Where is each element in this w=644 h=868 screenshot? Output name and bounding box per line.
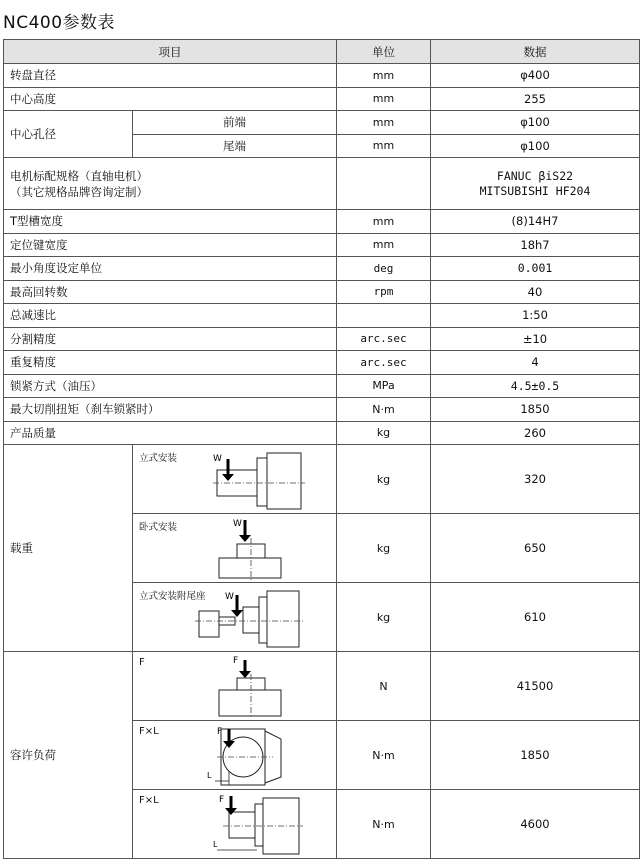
row-value: 1850 — [431, 721, 640, 790]
moment-diagram-2 — [133, 790, 337, 858]
row-label: 产品质量 — [4, 421, 337, 445]
tailstock-mount-diagram — [133, 583, 337, 651]
row-label: 转盘直径 — [4, 64, 337, 88]
row-sublabel: 前端 — [133, 111, 337, 135]
row-label: 中心高度 — [4, 87, 337, 111]
allowable-diagram-moment-1 — [133, 721, 336, 789]
row-value: 0.001 — [431, 257, 640, 281]
row-value: 4600 — [431, 790, 640, 859]
load-group-label: 载重 — [4, 445, 133, 652]
page-title: NC400参数表 — [3, 13, 116, 33]
row-value: 260 — [431, 421, 640, 445]
row-unit: mm — [337, 210, 431, 234]
table-row — [4, 374, 640, 398]
table-row — [4, 233, 640, 257]
weight-marker: W — [213, 454, 222, 464]
row-value: 255 — [431, 87, 640, 111]
load-diagram-tailstock — [133, 583, 336, 651]
row-value: 320 — [431, 445, 640, 514]
motor-value-line2: MITSUBISHI HF204 — [479, 183, 591, 198]
row-sublabel: 尾端 — [133, 134, 337, 158]
allowable-diagram-moment-2 — [133, 790, 336, 858]
table-row — [4, 158, 640, 210]
header-item: 项目 — [4, 40, 337, 64]
diagram-label: F×L — [139, 726, 159, 737]
moment-diagram-1 — [133, 721, 337, 789]
load-diagram-horizontal — [133, 514, 336, 582]
row-unit: rpm — [337, 280, 431, 304]
row-value: (8)14H7 — [431, 210, 640, 234]
row-value: φ100 — [431, 111, 640, 135]
row-unit: deg — [337, 257, 431, 281]
header-value: 数据 — [431, 40, 640, 64]
row-unit: mm — [337, 64, 431, 88]
allowable-diagram-cell — [133, 790, 337, 859]
row-unit — [337, 158, 431, 210]
load-diagram-cell — [133, 514, 337, 583]
table-row — [4, 327, 640, 351]
row-value: 650 — [431, 514, 640, 583]
header-unit: 单位 — [337, 40, 431, 64]
row-value: 1850 — [431, 398, 640, 422]
allowable-diagram-cell — [133, 721, 337, 790]
row-value: 4 — [431, 351, 640, 375]
row-unit: mm — [337, 87, 431, 111]
row-value: 18h7 — [431, 233, 640, 257]
row-label: 总减速比 — [4, 304, 337, 328]
load-diagram-vertical — [133, 445, 336, 513]
row-unit: N·m — [337, 398, 431, 422]
table-row — [4, 421, 640, 445]
diagram-label: 立式安装附尾座 — [139, 591, 206, 602]
force-marker: F — [233, 656, 239, 666]
row-unit: kg — [337, 421, 431, 445]
diagram-label: 卧式安装 — [139, 522, 178, 533]
row-label — [4, 158, 337, 210]
load-row-vertical — [4, 445, 640, 514]
motor-value-line1: FANUC βiS22 — [496, 168, 574, 183]
row-value: 1:50 — [431, 304, 640, 328]
row-value: φ100 — [431, 134, 640, 158]
row-label: T型槽宽度 — [4, 210, 337, 234]
row-label: 锁紧方式（油压） — [4, 374, 337, 398]
weight-marker: W — [233, 519, 242, 529]
vertical-mount-diagram — [133, 445, 337, 513]
table-row — [4, 351, 640, 375]
table-row — [4, 111, 640, 135]
force-marker: F — [217, 727, 223, 737]
load-diagram-cell — [133, 445, 337, 514]
table-row — [4, 304, 640, 328]
row-unit: mm — [337, 111, 431, 135]
table-row — [4, 87, 640, 111]
length-marker: L — [213, 840, 218, 849]
horizontal-mount-diagram — [133, 514, 337, 582]
row-label: 最大切削扭矩（刹车锁紧时） — [4, 398, 337, 422]
table-row — [4, 64, 640, 88]
row-label: 最小角度设定单位 — [4, 257, 337, 281]
table-row — [4, 398, 640, 422]
row-value: 610 — [431, 583, 640, 652]
row-value: 41500 — [431, 652, 640, 721]
table-row — [4, 257, 640, 281]
row-label: 定位键宽度 — [4, 233, 337, 257]
motor-label-line1: 电机标配规格（直轴电机） — [10, 168, 148, 183]
force-marker: F — [219, 795, 225, 805]
row-unit: arc.sec — [337, 327, 431, 351]
diagram-label: 立式安装 — [139, 453, 178, 464]
table-row — [4, 210, 640, 234]
row-unit: arc.sec — [337, 351, 431, 375]
row-value: ±10 — [431, 327, 640, 351]
spec-table — [3, 39, 640, 859]
row-value: 4.5±0.5 — [431, 374, 640, 398]
table-row — [4, 280, 640, 304]
row-unit: N·m — [337, 790, 431, 859]
weight-marker: W — [225, 592, 234, 602]
row-unit: kg — [337, 445, 431, 514]
row-value: φ400 — [431, 64, 640, 88]
row-unit — [337, 304, 431, 328]
load-diagram-cell — [133, 583, 337, 652]
row-unit: kg — [337, 514, 431, 583]
row-unit: MPa — [337, 374, 431, 398]
table-header-row — [4, 40, 640, 64]
diagram-label: F×L — [139, 795, 159, 806]
row-unit: mm — [337, 134, 431, 158]
diagram-label: F — [139, 657, 145, 668]
row-value — [431, 158, 640, 210]
length-marker: L — [207, 771, 212, 780]
row-unit: mm — [337, 233, 431, 257]
row-unit: N·m — [337, 721, 431, 790]
motor-label-line2: （其它规格品牌咨询定制） — [10, 184, 148, 199]
allowable-diagram-cell — [133, 652, 337, 721]
allowable-group-label: 容许负荷 — [4, 652, 133, 859]
allowable-diagram-force — [133, 652, 336, 720]
row-unit: N — [337, 652, 431, 721]
row-value: 40 — [431, 280, 640, 304]
row-label: 重复精度 — [4, 351, 337, 375]
row-label: 分割精度 — [4, 327, 337, 351]
axial-force-diagram — [133, 652, 337, 720]
row-unit: kg — [337, 583, 431, 652]
row-label: 最高回转数 — [4, 280, 337, 304]
row-label: 中心孔径 — [4, 111, 133, 158]
allowable-row-force — [4, 652, 640, 721]
